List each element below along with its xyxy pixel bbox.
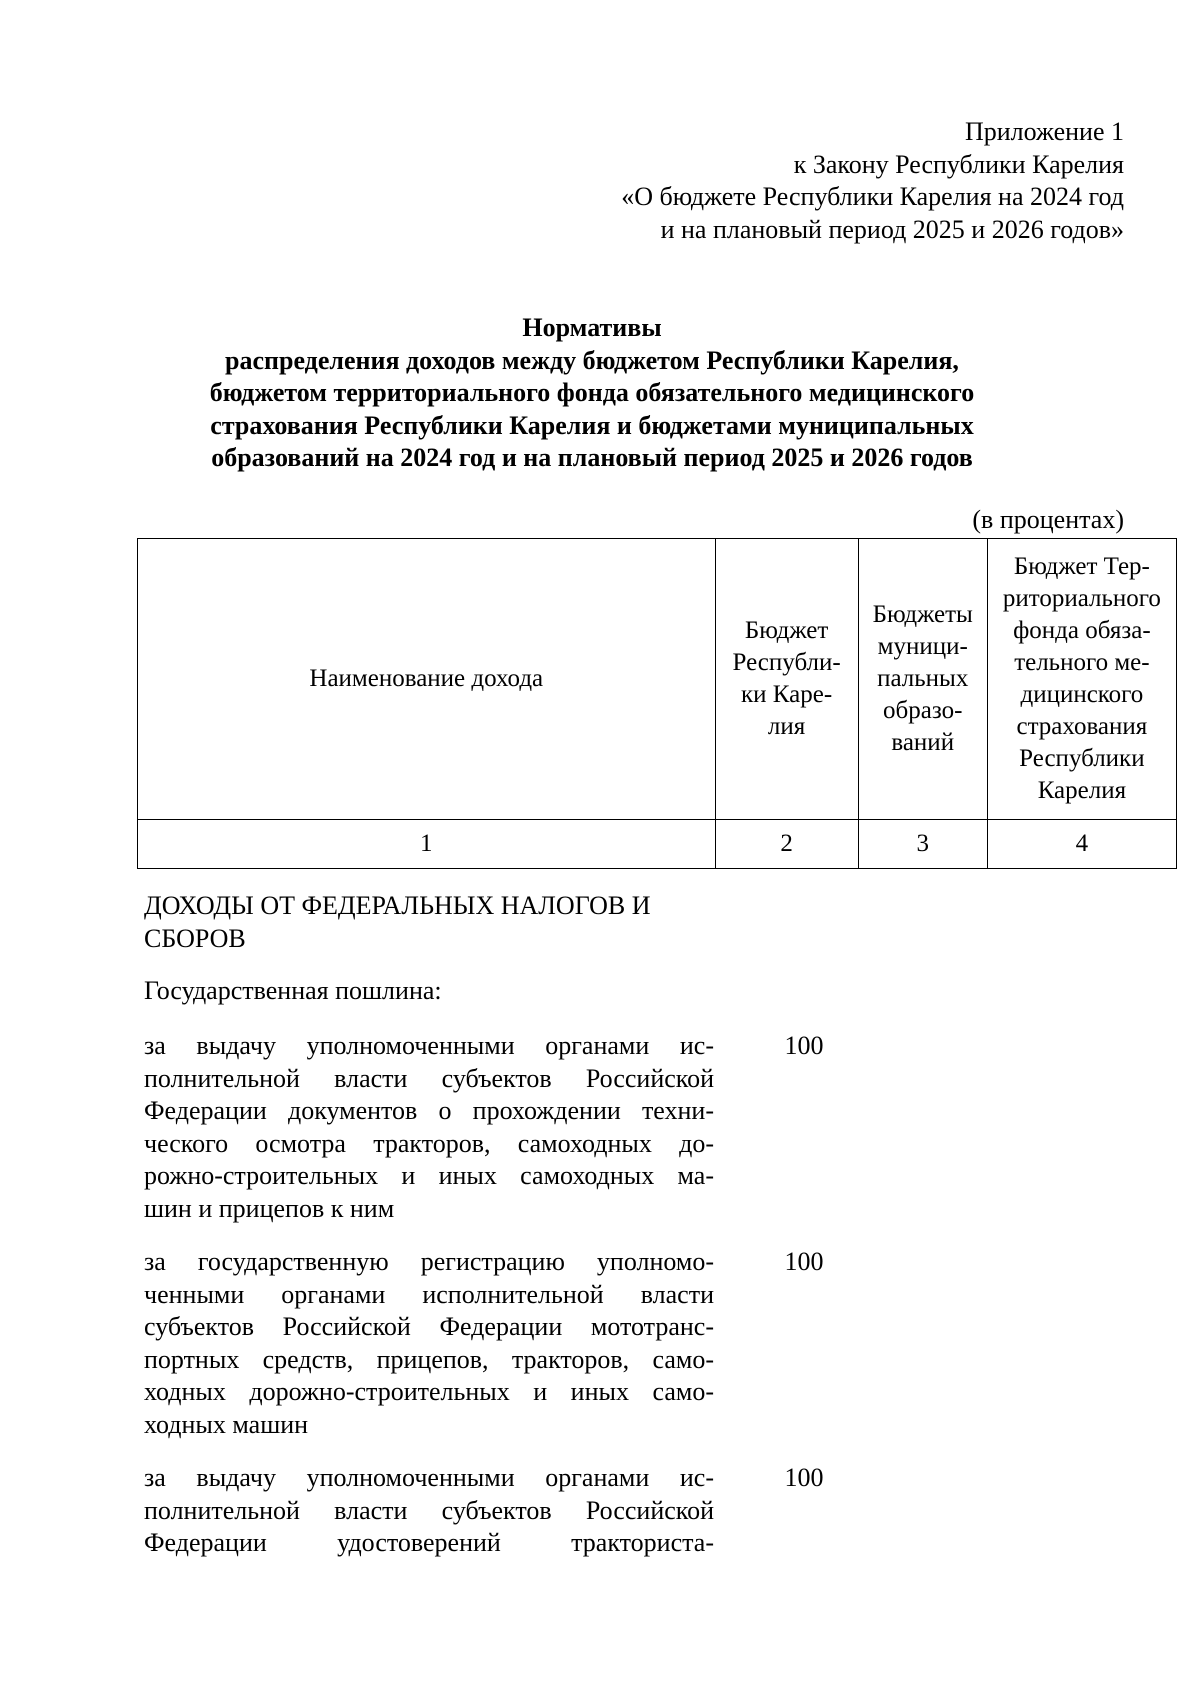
header-line: ваний: [891, 729, 955, 756]
appendix-heading: [621, 116, 1124, 246]
row-text-line: за выдачу уполномоченными органами ис-: [144, 1031, 714, 1060]
table-header: [137, 538, 1177, 869]
header-cell-income-name: [138, 539, 716, 820]
row-text-line: рожно-строительных и иных самоходных ма-: [144, 1161, 714, 1190]
document-title: [130, 312, 1054, 475]
row-text-line: портных средств, прицепов, тракторов, само-: [144, 1344, 714, 1374]
row-text-line: шин и прицепов к ним: [144, 1193, 395, 1223]
section-line: ДОХОДЫ ОТ ФЕДЕРАЛЬНЫХ НАЛОГОВ И: [144, 891, 651, 920]
header-cell-republic-budget: [715, 539, 858, 820]
row-text-line: ходных дорожно-строительных и иных само-: [144, 1377, 714, 1406]
header-line: лия: [767, 713, 806, 740]
header-line: Бюджеты: [872, 601, 973, 628]
header-line: тельного ме-: [1014, 649, 1150, 676]
row-text-line: ходных машин: [144, 1409, 309, 1439]
header-line: Бюджет: [744, 617, 829, 644]
header-line: Бюджет Тер-: [1013, 553, 1150, 580]
units-note: (в процентах): [972, 505, 1124, 534]
section-heading: [144, 890, 714, 955]
row-text-line: полнительной власти субъектов Российской: [144, 1063, 714, 1093]
row-value-republic: 100: [784, 1031, 824, 1060]
header-line: Карелия: [1037, 777, 1127, 804]
column-number: 3: [858, 820, 987, 869]
column-number-row: [138, 820, 1177, 869]
header-cell-medical-insurance-fund: [987, 539, 1176, 820]
header-line: образо-: [883, 697, 963, 724]
header-cell-municipal-budgets: [858, 539, 987, 820]
header-line: ки Каре-: [741, 681, 833, 708]
header-line: пальных: [877, 665, 969, 692]
title-line: страхования Республики Карелия и бюджетами муниципальных: [210, 410, 974, 440]
column-number: 4: [987, 820, 1176, 869]
header-line: муници-: [877, 633, 968, 660]
row-text-line: полнительной власти субъектов Российской: [144, 1495, 714, 1525]
header-line: Республи-: [732, 649, 841, 676]
header-line: риториального: [1002, 585, 1161, 612]
row-value-republic: 100: [784, 1463, 824, 1492]
subsection-heading: Государственная пошлина:: [144, 976, 442, 1005]
header-line: Республики: [1019, 745, 1145, 772]
column-number: 2: [715, 820, 858, 869]
row-text-line: Федерации удостоверений тракториста-: [144, 1528, 714, 1557]
appendix-line: «О бюджете Республики Карелия на 2024 год: [621, 182, 1124, 211]
row-text-line: Федерации документов о прохождении техни-: [144, 1096, 714, 1125]
title-line: распределения доходов между бюджетом Республики Карелия,: [225, 345, 959, 375]
appendix-line: и на плановый период 2025 и 2026 годов»: [660, 214, 1124, 244]
section-line: СБОРОВ: [144, 923, 246, 953]
appendix-line: Приложение 1: [964, 117, 1124, 146]
income-row: [144, 1246, 824, 1441]
row-text-line: субъектов Российской Федерации мототранс-: [144, 1312, 714, 1341]
header-line: страхования: [1016, 713, 1148, 740]
header-line: фонда обяза-: [1013, 617, 1151, 644]
row-text-line: за выдачу уполномоченными органами ис-: [144, 1463, 714, 1492]
header-line: дицинского: [1020, 681, 1144, 708]
header-line: Наименование дохода: [309, 665, 544, 692]
row-text-line: ченными органами исполнительной власти: [144, 1279, 714, 1309]
appendix-line: к Закону Республики Карелия: [793, 149, 1124, 179]
title-line: образований на 2024 год и на плановый период 2025 и 2026 годов: [211, 443, 973, 472]
income-row: [144, 1462, 824, 1560]
row-text-line: за государственную регистрацию уполномо-: [144, 1247, 714, 1276]
income-row: [144, 1030, 824, 1225]
header-row: [138, 539, 1177, 820]
row-value-republic: 100: [784, 1247, 824, 1276]
title-line: Нормативы: [522, 313, 662, 342]
title-line: бюджетом территориального фонда обязательного медицинского: [209, 378, 975, 407]
row-text-line: ческого осмотра тракторов, самоходных до-: [144, 1128, 714, 1158]
column-number: 1: [138, 820, 716, 869]
